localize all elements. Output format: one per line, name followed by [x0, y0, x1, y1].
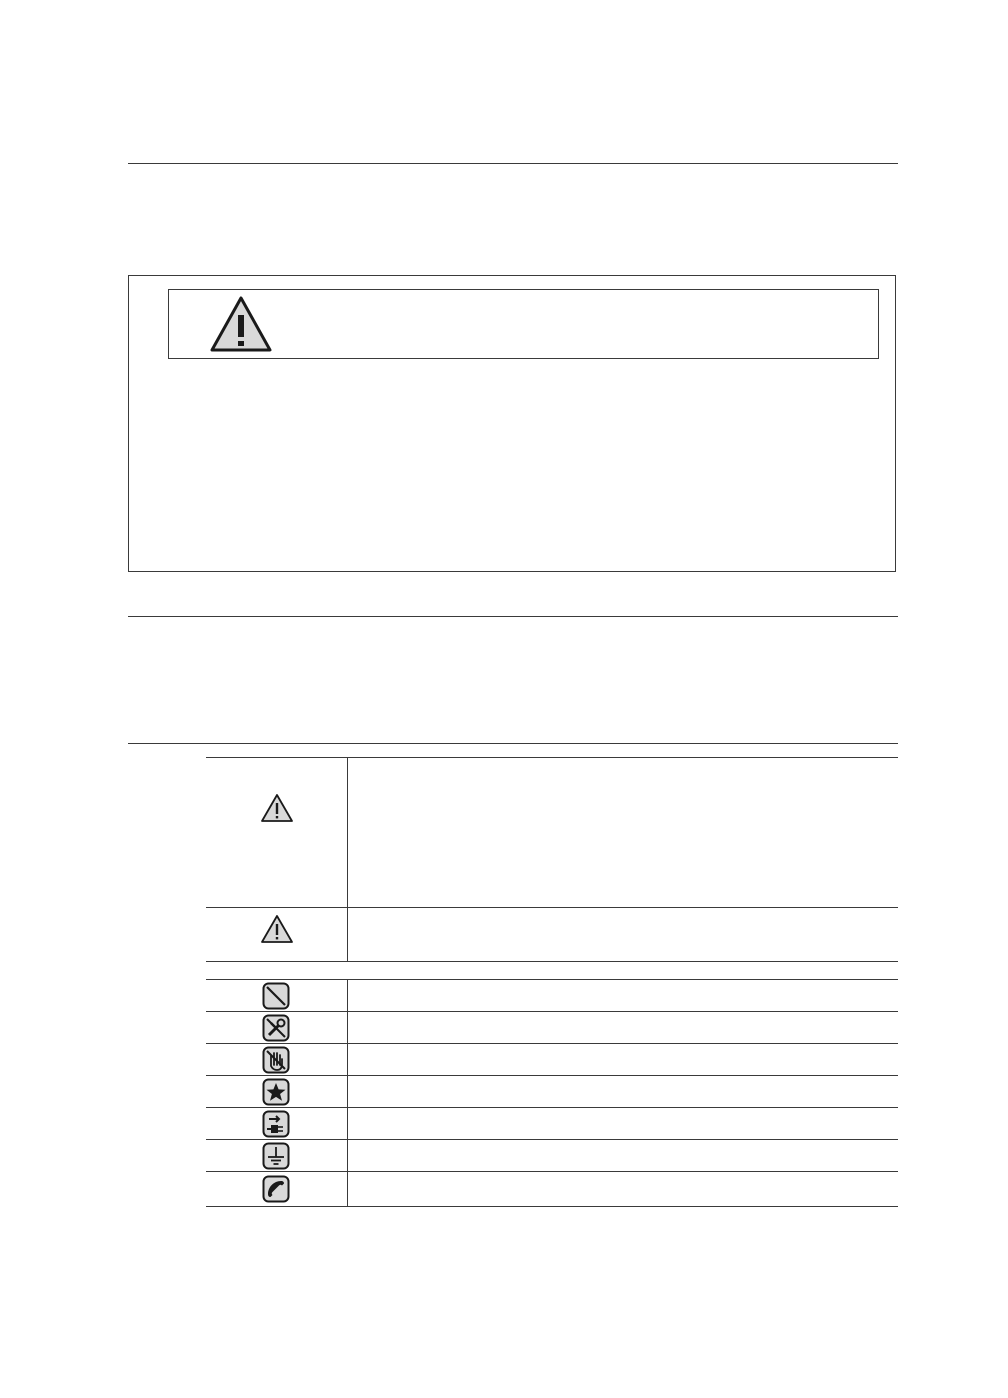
icon-cell	[206, 758, 348, 907]
row-text	[358, 1140, 898, 1171]
unplug-icon	[262, 1110, 290, 1138]
prohibited-icon	[262, 982, 290, 1010]
icon-cell	[206, 1108, 348, 1139]
ground-icon	[262, 1142, 290, 1170]
table-row-contact-service	[206, 1172, 898, 1207]
icon-cell	[206, 908, 348, 961]
no-disassembly-icon	[262, 1014, 290, 1042]
table-row-no-touch	[206, 1044, 898, 1076]
row-text	[358, 1076, 898, 1107]
row-text	[358, 1044, 898, 1075]
table-row-caution	[206, 908, 898, 962]
table-row-prohibited	[206, 980, 898, 1012]
icon-cell	[206, 1076, 348, 1107]
icon-cell	[206, 1140, 348, 1171]
section-rule-table	[128, 743, 898, 744]
no-touch-icon	[262, 1046, 290, 1074]
table-row-unplug	[206, 1108, 898, 1140]
table-row-no-disassembly	[206, 1012, 898, 1044]
row-text	[358, 1108, 898, 1139]
icon-cell	[206, 1044, 348, 1075]
table-row-follow-directions	[206, 1076, 898, 1108]
warning-triangle-icon	[209, 295, 273, 353]
section-rule-top	[128, 163, 898, 164]
warning-triangle-icon	[260, 793, 294, 823]
icon-cell	[206, 1172, 348, 1206]
warning-header	[168, 289, 879, 359]
table-row-ground	[206, 1140, 898, 1172]
row-text	[358, 758, 898, 907]
row-text	[358, 1012, 898, 1043]
table-row-group-header	[206, 962, 898, 980]
phone-icon	[262, 1175, 290, 1203]
row-text	[358, 1172, 898, 1206]
section-rule-middle	[128, 616, 898, 617]
star-instruction-icon	[262, 1078, 290, 1106]
table-row-warning	[206, 757, 898, 908]
icon-cell	[206, 1012, 348, 1043]
row-text	[358, 908, 898, 961]
icon-cell	[206, 980, 348, 1011]
warning-triangle-icon	[260, 914, 294, 944]
row-text	[358, 980, 898, 1011]
